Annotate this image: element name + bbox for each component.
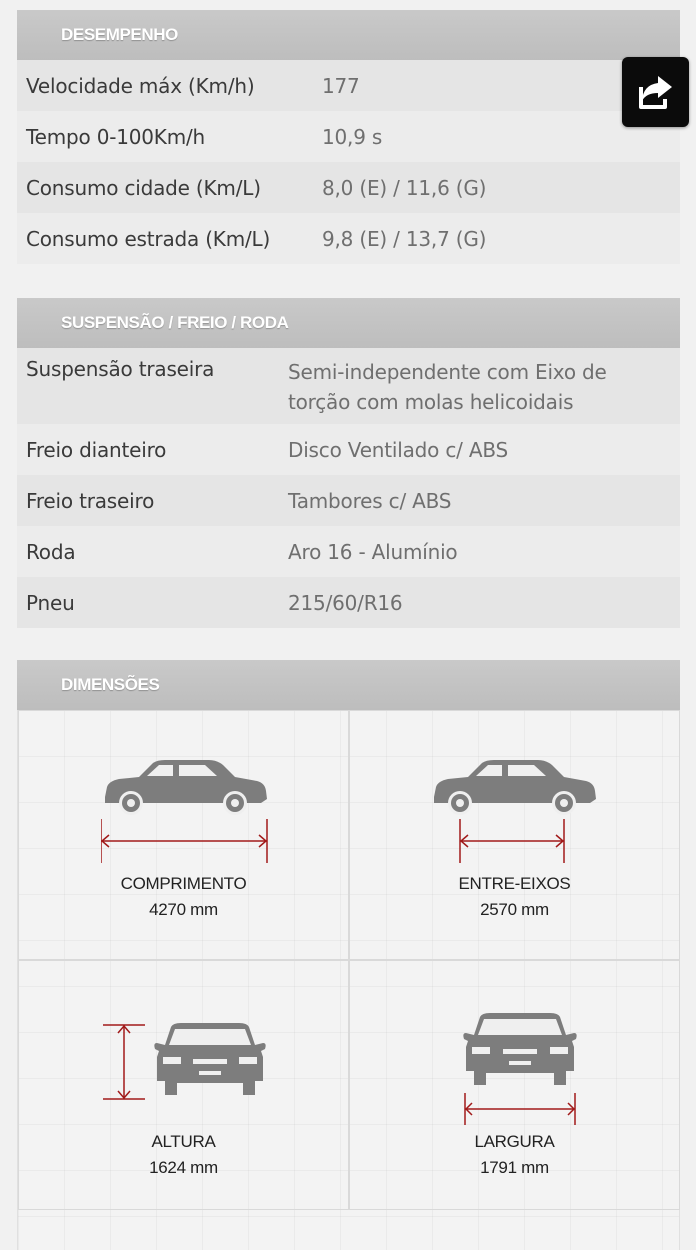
spec-row	[17, 111, 680, 162]
spec-label: Tempo 0-100Km/h	[26, 124, 206, 149]
dimension-label: COMPRIMENTO	[120, 874, 247, 893]
spec-row	[17, 424, 680, 475]
spec-row	[17, 213, 680, 264]
dimension-label: LARGURA	[474, 1132, 555, 1151]
dimension-label: ENTRE-EIXOS	[458, 874, 571, 893]
dimension-card-wheelbase	[349, 710, 680, 960]
spec-row	[17, 577, 680, 628]
spec-label: Roda	[26, 539, 76, 564]
spec-value: 215/60/R16	[288, 590, 403, 615]
spec-value-line: torção com molas helicoidais	[288, 390, 574, 414]
spec-value: 9,8 (E) / 13,7 (G)	[322, 226, 487, 251]
suspension-section	[17, 298, 680, 628]
spec-value: 10,9 s	[322, 124, 383, 149]
spec-row	[17, 60, 680, 111]
spec-row	[17, 526, 680, 577]
dimensions-section	[17, 660, 680, 1250]
spec-label: Suspensão traseira	[26, 357, 215, 381]
dimension-label: ALTURA	[151, 1132, 216, 1151]
spec-value: Disco Ventilado c/ ABS	[288, 437, 509, 462]
dimension-value: 1791 mm	[480, 1158, 549, 1177]
dimension-value: 4270 mm	[149, 900, 218, 919]
spec-row	[17, 348, 680, 424]
spec-value	[288, 357, 607, 417]
share-icon	[638, 75, 674, 109]
share-button[interactable]	[622, 57, 689, 127]
spec-value: Tambores c/ ABS	[288, 488, 452, 513]
dimension-card-width	[349, 960, 680, 1210]
spec-label: Velocidade máx (Km/h)	[26, 73, 255, 98]
suspension-header: SUSPENSÃO / FREIO / RODA	[17, 298, 680, 348]
spec-row	[17, 475, 680, 526]
performance-section	[17, 10, 680, 264]
dimension-card-height	[18, 960, 349, 1210]
spec-value-line: Semi-independente com Eixo de	[288, 360, 607, 384]
dimension-card-length	[18, 710, 349, 960]
car-side-wheelbase-icon	[430, 757, 600, 867]
spec-value: 177	[322, 73, 360, 98]
spec-label: Consumo cidade (Km/L)	[26, 175, 261, 200]
dimension-value: 1624 mm	[149, 1158, 218, 1177]
car-side-length-icon	[101, 757, 271, 867]
spec-label: Freio traseiro	[26, 488, 155, 513]
spec-value: 8,0 (E) / 11,6 (G)	[322, 175, 487, 200]
car-front-height-icon	[101, 1019, 271, 1109]
dimensions-grid	[17, 710, 680, 1250]
spec-value: Aro 16 - Alumínio	[288, 539, 458, 564]
spec-label: Freio dianteiro	[26, 437, 167, 462]
spec-label: Pneu	[26, 590, 75, 615]
performance-header: DESEMPENHO	[17, 10, 680, 60]
spec-label: Consumo estrada (Km/L)	[26, 226, 271, 251]
dimensions-header: DIMENSÕES	[17, 660, 680, 710]
car-front-width-icon	[460, 1009, 580, 1129]
spec-row	[17, 162, 680, 213]
dimension-value: 2570 mm	[480, 900, 549, 919]
